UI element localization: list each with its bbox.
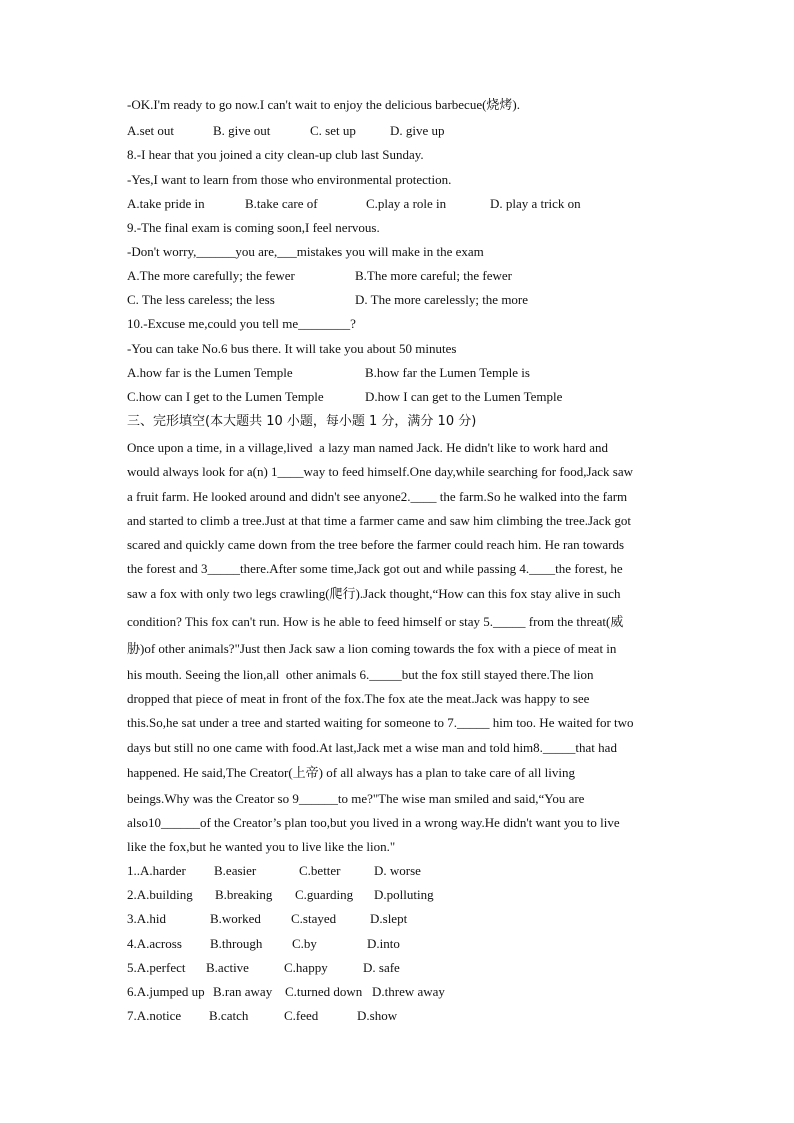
passage-line: happened. He said,The Creator(上帝) of all always has a plan to take care of all living: [127, 765, 575, 780]
option-c: C.happy: [284, 960, 328, 975]
passage-line: would always look for a(n) 1____way to feed himself.One day,while searching for food,Jack saw: [127, 464, 634, 479]
option-d: D.into: [367, 936, 400, 951]
passage-line: the forest and 3_____there.After some time,Jack got out and while passing 4.____the forest, he: [127, 561, 623, 576]
passage-line: Once upon a time, in a village,lived a lazy man named Jack. He didn't like to work hard and: [127, 440, 609, 455]
option-c: C.better: [299, 863, 341, 878]
question-9: 9.-The final exam is coming soon,I feel nervous.: [127, 220, 380, 235]
option-b: B.easier: [214, 863, 257, 878]
option-d: D. worse: [374, 863, 421, 878]
option-a: 5.A.perfect: [127, 960, 186, 975]
option-b: B.worked: [210, 911, 261, 926]
option-c: C.feed: [284, 1008, 319, 1023]
option-c: C.guarding: [295, 887, 354, 902]
dialogue-line: -You can take No.6 bus there. It will take you about 50 minutes: [127, 341, 457, 356]
passage-line: condition? This fox can't run. How is he able to feed himself or stay 5._____ from the threat(威: [127, 614, 624, 629]
option-c: C. The less careless; the less: [127, 292, 275, 307]
option-a: 3.A.hid: [127, 911, 166, 926]
option-a: 1..A.harder: [127, 863, 186, 878]
passage-line: a fruit farm. He looked around and didn't see anyone2.____ the farm.So he walked into the farm: [127, 489, 628, 504]
option-a: A.set out: [127, 123, 174, 138]
passage-line: beings.Why was the Creator so 9______to me?"The wise man smiled and said,“You are: [127, 791, 585, 806]
passage-line: this.So,he sat under a tree and started waiting for someone to 7._____ him too. He waited for two: [127, 715, 634, 730]
question-10: 10.-Excuse me,could you tell me________?: [127, 316, 356, 331]
option-c: C.turned down: [285, 984, 363, 999]
question-8: 8.-I hear that you joined a city clean-up club last Sunday.: [127, 147, 424, 162]
passage-line: scared and quickly came down from the tree before the farmer could reach him. He ran towards: [127, 537, 625, 552]
passage-line: dropped that piece of meat in front of the fox.The fox ate the meat.Jack was happy to see: [127, 691, 590, 706]
passage-line: his mouth. Seeing the lion,all other animals 6._____but the fox still stayed there.The lion: [127, 667, 594, 682]
option-b: B.breaking: [215, 887, 273, 902]
option-c: C.by: [292, 936, 317, 951]
passage-line: like the fox,but he wanted you to live like the lion.": [127, 839, 396, 854]
option-d: D. play a trick on: [490, 196, 581, 211]
answer-row-7: [127, 1008, 398, 1104]
option-b: B.ran away: [213, 984, 273, 999]
dialogue-line: -OK.I'm ready to go now.I can't wait to enjoy the delicious barbecue(烧烤).: [127, 97, 520, 112]
option-c: C.stayed: [291, 911, 337, 926]
dialogue-line: -Don't worry,______you are,___mistakes you will make in the exam: [127, 244, 484, 259]
option-b: B.through: [210, 936, 263, 951]
option-b: B.how far the Lumen Temple is: [365, 365, 530, 380]
dialogue-line: -Yes,I want to learn from those who environmental protection.: [127, 172, 452, 187]
option-c: C. set up: [310, 123, 356, 138]
option-d: D.slept: [370, 911, 408, 926]
option-a: A.how far is the Lumen Temple: [127, 365, 293, 380]
option-a: 7.A.notice: [127, 1008, 182, 1023]
section-heading: 三、完形填空(本大题共 10 小题，每小题 1 分，满分 10 分): [127, 414, 477, 429]
option-a: 4.A.across: [127, 936, 182, 951]
option-a: A.take pride in: [127, 196, 205, 211]
option-c: C.play a role in: [366, 196, 447, 211]
option-b: B.active: [206, 960, 249, 975]
option-d: D.polluting: [374, 887, 434, 902]
option-d: D. safe: [363, 960, 400, 975]
passage-line: also10______of the Creator’s plan too,but you lived in a wrong way.He didn't want you to live: [127, 815, 620, 830]
option-d: D. give up: [390, 123, 445, 138]
option-d: D.how I can get to the Lumen Temple: [365, 389, 563, 404]
option-d: D.show: [357, 1008, 398, 1023]
option-a: 6.A.jumped up: [127, 984, 205, 999]
option-a: A.The more carefully; the fewer: [127, 268, 295, 283]
option-d: D.threw away: [372, 984, 445, 999]
option-d: D. The more carelessly; the more: [355, 292, 529, 307]
passage-line: days but still no one came with food.At last,Jack met a wise man and told him8._____that had: [127, 740, 617, 755]
option-b: B.catch: [209, 1008, 249, 1023]
option-c: C.how can I get to the Lumen Temple: [127, 389, 324, 404]
passage-line: and started to climb a tree.Just at that time a farmer came and saw him climbing the tree.Jack got: [127, 513, 631, 528]
option-b: B. give out: [213, 123, 271, 138]
passage-line: saw a fox with only two legs crawling(爬行).Jack thought,“How can this fox stay alive in such: [127, 586, 621, 601]
option-a: 2.A.building: [127, 887, 193, 902]
option-b: B.The more careful; the fewer: [355, 268, 513, 283]
passage-line: 胁)of other animals?"Just then Jack saw a lion coming towards the fox with a piece of meat in: [127, 641, 617, 656]
option-b: B.take care of: [245, 196, 318, 211]
